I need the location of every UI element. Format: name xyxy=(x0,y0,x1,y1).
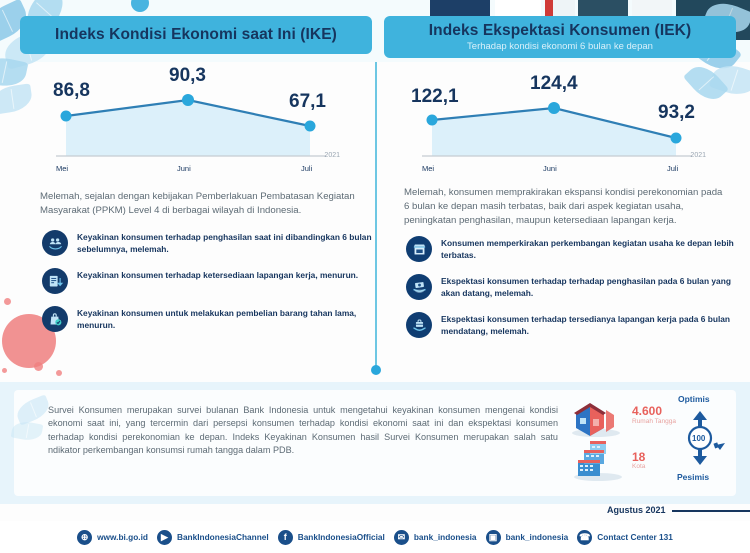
panel-iek-subtitle: Terhadap kondisi ekonomi 6 bulan ke depan xyxy=(467,41,653,52)
instagram-icon: ▣ xyxy=(486,530,501,545)
chart-ike-year-label: 2021 xyxy=(324,152,340,159)
gauge-center-value: 100 xyxy=(692,434,706,443)
chart-ike-area xyxy=(66,100,310,156)
footer-item-facebook[interactable] xyxy=(278,530,385,545)
house-icon xyxy=(566,394,628,438)
panel-ike xyxy=(20,16,372,344)
chart-ike-xtick: Juni xyxy=(177,164,191,173)
list-item-label: Ekspektasi konsumen terhadap tersedianya lapangan kerja pada 6 bulan mendatang, melemah. xyxy=(441,314,731,336)
footer-item-label: BankIndonesiaOfficial xyxy=(297,532,385,542)
chart-iek-value-label: 93,2 xyxy=(658,102,695,123)
list-item-label: Ekspektasi konsumen terhadap terhadap penghasilan pada 6 bulan yang akan datang, melemah. xyxy=(441,276,731,298)
virus-dot-decoration xyxy=(34,362,43,371)
chart-ike-point xyxy=(305,121,316,132)
chart-ike-point xyxy=(61,111,72,122)
footer-bar xyxy=(0,521,750,553)
list-item xyxy=(42,230,372,256)
footer-item-contact[interactable] xyxy=(577,530,673,545)
list-item xyxy=(406,274,736,300)
stat-label: Kota xyxy=(632,463,646,470)
hands-briefcase-icon xyxy=(406,312,432,338)
globe-icon: ⊕ xyxy=(77,530,92,545)
chart-iek-point xyxy=(427,115,438,126)
list-item-label: Keyakinan konsumen terhadap penghasilan saat ini dibandingkan 6 bulan sebelumnya, melemah. xyxy=(77,232,372,254)
chart-iek-value-label: 124,4 xyxy=(530,73,578,94)
virus-dot-decoration xyxy=(56,370,62,376)
gauge-top-label: Optimis xyxy=(678,394,710,404)
footer-item-label: bank_indonesia xyxy=(505,532,569,542)
chart-iek-point xyxy=(671,133,682,144)
list-item xyxy=(42,306,372,332)
list-item-label: Keyakinan konsumen terhadap ketersediaan lapangan kerja, menurun. xyxy=(77,270,359,280)
stat-label: Rumah Tangga xyxy=(632,418,676,425)
survey-description: Survei Konsumen merupakan survei bulanan Bank Indonesia untuk mengetahui keyakinan konsumen mengenai kondisi ekonomi saat ini, yang tercermin dari persepsi konsumen terhadap kondisi ekonomi saat ini dan ekspektasi konsumen terhadap kondisi perekonomian ke depan. Indeks Keyakinan Konsumen hasil Survei Konsumen merupakan salah satu ndikator perkembangan konsumsi rumah tangga dalam PDB. xyxy=(48,405,558,456)
footer-item-instagram[interactable] xyxy=(486,530,569,545)
chart-ike-value-label: 86,8 xyxy=(53,80,90,101)
hand-money-icon xyxy=(406,274,432,300)
footer-item-twitter[interactable] xyxy=(394,530,477,545)
chart-iek-xtick: Juni xyxy=(543,164,557,173)
panel-divider-dot xyxy=(371,365,381,375)
footer-item-youtube[interactable] xyxy=(157,530,269,545)
chart-iek-area xyxy=(432,108,676,156)
panel-iek xyxy=(384,16,736,350)
chart-ike-xtick: Juli xyxy=(301,164,313,173)
footer-item-label: Contact Center 131 xyxy=(597,532,673,542)
shop-store-icon xyxy=(406,236,432,262)
buildings-icon xyxy=(568,436,630,482)
panel-iek-title: Indeks Ekspektasi Konsumen (IEK) xyxy=(428,22,692,39)
facebook-icon: f xyxy=(278,530,293,545)
chart-iek xyxy=(384,64,736,176)
chart-ike-xtick: Mei xyxy=(56,164,69,173)
stat-number: 4.600 xyxy=(632,404,663,418)
footer-item-label: BankIndonesiaChannel xyxy=(176,532,269,542)
date-stamp-rule xyxy=(672,510,750,512)
virus-dot-decoration xyxy=(2,368,7,373)
panel-iek-description: Melemah, konsumen memprakirakan ekspansi kondisi perekonomian pada 6 bulan ke depan masih terbatas, baik dari aspek kegiatan usaha, peningkatan penghasilan, maupun ketersediaan lapangan kerja. xyxy=(404,187,723,226)
date-stamp: Agustus 2021 xyxy=(607,505,666,515)
gauge-bottom-label: Pesimis xyxy=(677,472,710,482)
list-item xyxy=(42,268,372,294)
list-item-label: Konsumen memperkirakan perkembangan kegiatan usaha ke depan lebih terbatas. xyxy=(441,238,734,260)
chart-iek-year-label: 2021 xyxy=(690,152,706,159)
list-item-label: Keyakinan konsumen untuk melakukan pembelian barang tahan lama, menurun. xyxy=(77,308,357,330)
list-item xyxy=(406,312,736,338)
chart-iek-xtick: Juli xyxy=(667,164,679,173)
virus-dot-decoration xyxy=(4,298,11,305)
shopping-bag-check-icon xyxy=(42,306,68,332)
twitter-icon: ✉ xyxy=(394,530,409,545)
panel-ike-banner xyxy=(20,16,372,54)
chart-iek-value-label: 122,1 xyxy=(411,86,459,107)
document-down-arrow-icon xyxy=(42,268,68,294)
panel-ike-bullets xyxy=(42,230,372,332)
panel-ike-title: Indeks Kondisi Ekonomi saat Ini (IKE) xyxy=(55,26,337,43)
chart-ike-point xyxy=(182,94,194,106)
youtube-play-icon: ▶ xyxy=(157,530,172,545)
chart-ike-value-label: 67,1 xyxy=(289,91,326,112)
panel-ike-description: Melemah, sejalan dengan kebijakan Pemberlakuan Pembatasan Kegiatan Masyarakat (PPKM) Level 4 di berbagai wilayah di Indonesia. xyxy=(40,191,355,216)
panel-iek-banner xyxy=(384,16,736,58)
footer-item-label: www.bi.go.id xyxy=(97,532,148,542)
chart-iek-xtick: Mei xyxy=(422,164,435,173)
stat-number: 18 xyxy=(632,450,646,464)
survey-summary-card xyxy=(0,382,750,504)
chart-ike-value-label: 90,3 xyxy=(169,65,206,86)
list-item xyxy=(406,236,736,262)
panel-iek-bullets xyxy=(406,236,736,338)
phone-icon: ☎ xyxy=(577,530,592,545)
footer-item-website[interactable] xyxy=(77,530,148,545)
footer-item-label: bank_indonesia xyxy=(413,532,477,542)
chart-ike xyxy=(20,64,372,176)
panel-divider xyxy=(375,62,377,369)
survey-stats xyxy=(566,392,736,488)
people-hands-icon xyxy=(42,230,68,256)
chart-iek-point xyxy=(548,102,560,114)
